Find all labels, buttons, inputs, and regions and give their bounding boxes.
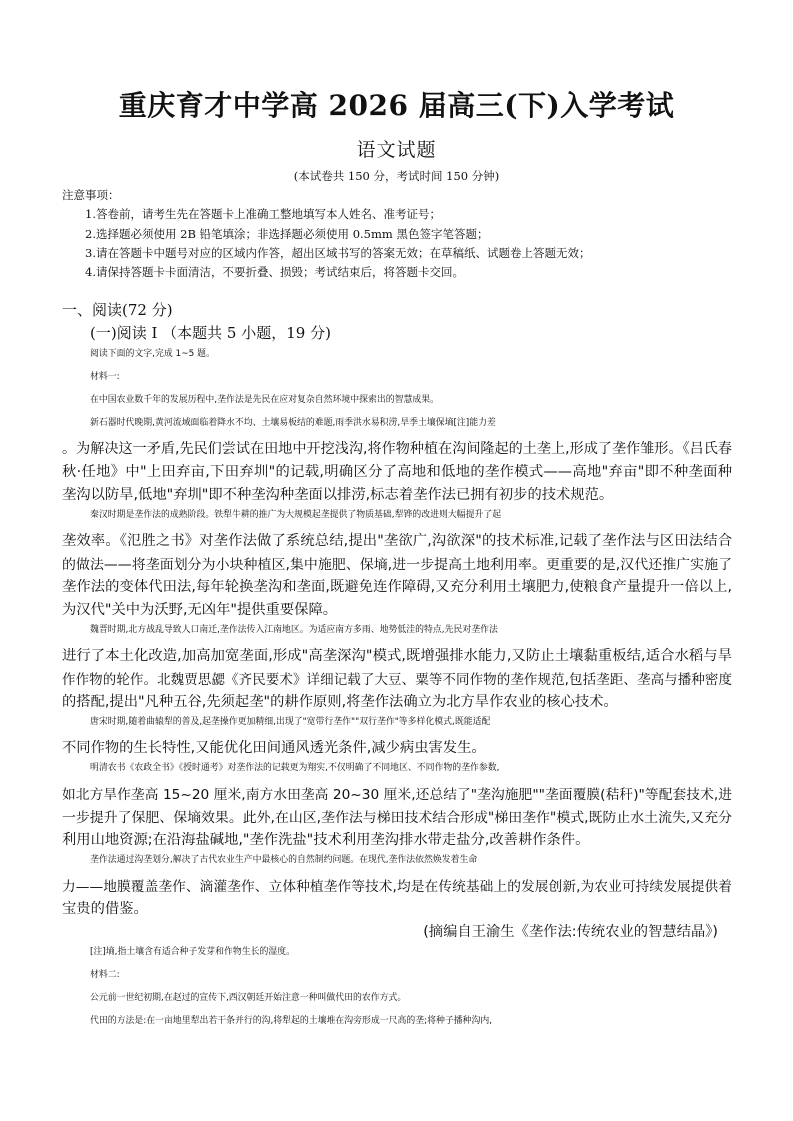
body-line: 进行了本土化改造,加高加宽垄面,形成"高垄深沟"模式,既增强排水能力,又防止土壤黏重板结,适合水稻与旱 <box>62 648 732 664</box>
body-line: 利用山地资源;在沿海盐碱地,"垄作洗盐"技术利用垄沟排水带走盐分,改善耕作条件。 <box>62 832 590 848</box>
body-line: 力——地膜覆盖垄作、滴灌垄作、立体种植垄作等技术,均是在传统基础上的发展创新,为农业可持续发展提供着 <box>62 879 732 895</box>
notice-item: 3.请在答题卡中题号对应的区域内作答，超出区域书写的答案无效；在草稿纸、试题卷上答题无效； <box>85 246 591 260</box>
body-line: 明清农书《农政全书》《授时通考》对垄作法的记载更为翔实,不仅明确了不同地区、不同作物的垄作参数, <box>90 763 500 773</box>
body-line: 垄作法的变体代田法,每年轮换垄沟和垄面,既避免连作障碍,又充分利用土壤肥力,使粮食产量提升一倍以上, <box>62 579 732 595</box>
body-line: 为汉代"关中为沃野,无凶年"提供重要保障。 <box>62 602 338 618</box>
body-line: 的搭配,提出"凡种五谷,先须起垄"的耕作原则,将垄作法确立为北方旱作农业的核心技术。 <box>62 694 618 710</box>
body-line: 如北方旱作垄高 15~20 厘米,南方水田垄高 20~30 厘米,还总结了"垄沟施肥""垄面覆膜(秸秆)"等配套技术,进 <box>62 787 732 803</box>
source-citation: (摘编自王渝生《垄作法:传统农业的智慧结晶》) <box>423 924 718 940</box>
body-line: 在中国农业数千年的发展历程中,垄作法是先民在应对复杂自然环境中探索出的智慧成果。 <box>90 395 439 405</box>
exam-info: (本试卷共 150 分，考试时间 150 分钟) <box>293 169 500 183</box>
body-line: 。为解决这一矛盾,先民们尝试在田地中开挖浅沟,将作物种植在沟间隆起的土垄上,形成了垄作雏形。《吕氏春 <box>62 441 732 457</box>
body-line: 的做法——将垄面划分为小块种植区,集中施肥、保墒,进一步提高土地利用率。更重要的是,汉代还推广实施了 <box>62 557 732 573</box>
body-line: 垄效率。《氾胜之书》对垄作法做了系统总结,提出"垄欲广,沟欲深"的技术标准,记载了垄作法与区田法结合 <box>62 533 732 549</box>
notice-item: 2.选择题必须使用 2B 铅笔填涂；非选择题必须使用 0.5mm 黑色签字笔答题； <box>85 227 489 241</box>
notice-title: 注意事项： <box>62 188 120 202</box>
body-line: 宝贵的借鉴。 <box>62 901 148 917</box>
body-line: 唐宋时期,随着曲辕犁的普及,起垄操作更加精细,出现了"宽带行垄作""双行垄作"等多样化模式,既能适配 <box>90 717 491 727</box>
body-line: 垄沟以防旱,低地"弃圳"即不种垄沟种垄面以排涝,标志着垄作法已拥有初步的技术规范。 <box>62 487 614 503</box>
exam-title: 重庆育才中学高 2026 届高三(下)入学考试 <box>118 89 675 122</box>
body-line: 代田的方法是:在一亩地里犁出若干条并行的沟,将犁起的土壤堆在沟旁形成一尺高的垄;将种子播种沟内, <box>90 1016 493 1026</box>
exam-subtitle: 语文试题 <box>356 139 437 161</box>
material-label: 材料一: <box>90 372 120 382</box>
body-line: 秋·任地》中"上田弃亩,下田弃圳"的记载,明确区分了高地和低地的垄作模式——高地"弃亩"即不种垄面种 <box>62 464 732 480</box>
notice-item: 1.答卷前，请考生先在答题卡上准确工整地填写本人姓名、准考证号； <box>85 207 441 221</box>
footnote: [注]墒,指土壤含有适合种子发芽和作物生长的湿度。 <box>90 947 295 957</box>
body-line: 一步提升了保肥、保墒效果。此外,在山区,垄作法与梯田技术结合形成"梯田垄作"模式,既防止水土流失,又充分 <box>62 810 732 826</box>
section-heading: 一、阅读(72 分) <box>62 301 173 319</box>
body-line: 公元前一世纪初期,在赵过的宣传下,西汉朝廷开始注意一种叫做代田的农作方式。 <box>90 993 407 1003</box>
body-line: 新石器时代晚期,黄河流域面临着降水不均、土壤易板结的难题,雨季洪水易积涝,旱季土壤保墒[注]能力差 <box>90 418 496 428</box>
body-line: 不同作物的生长特性,又能优化田间通风透光条件,减少病虫害发生。 <box>62 740 486 756</box>
material-label: 材料二: <box>90 970 120 980</box>
body-line: 魏晋时期,北方战乱导致人口南迁,垄作法传入江南地区。为适应南方多雨、地势低洼的特点,先民对垄作法 <box>90 625 498 635</box>
body-line: 垄作法通过沟垄划分,解决了古代农业生产中最核心的自然制约问题。在现代,垄作法依然焕发着生命 <box>90 855 478 865</box>
body-line: 秦汉时期是垄作法的成熟阶段。铁犁牛耕的推广为大规模起垄提供了物质基础,犁铧的改进则大幅提升了起 <box>90 510 502 520</box>
notice-item: 4.请保持答题卡卡面清洁，不要折叠、损毁；考试结束后，将答题卡交回。 <box>85 265 464 279</box>
body-line: 作作物的轮作。北魏贾思勰《齐民要术》详细记载了大豆、粟等不同作物的垄作规范,包括垄距、垄高与播种密度 <box>62 672 732 688</box>
instruction-text: 阅读下面的文字,完成 1~5 题。 <box>90 349 215 359</box>
subsection-heading: (一)阅读 I （本题共 5 小题，19 分) <box>90 324 331 342</box>
